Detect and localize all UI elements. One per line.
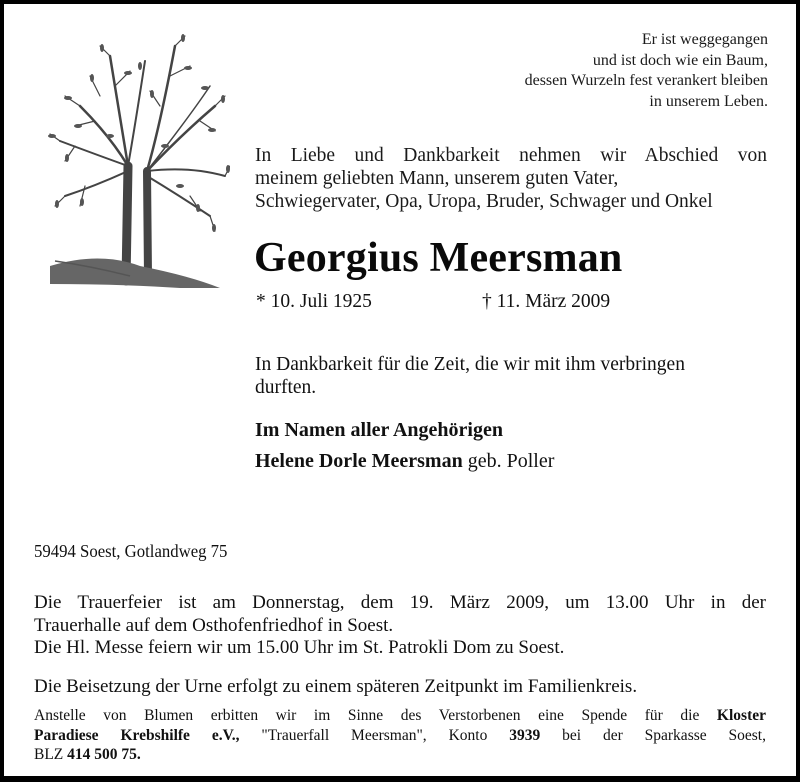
poem-line: dessen Wurzeln fest verankert bleiben bbox=[524, 72, 768, 89]
thanks-line: durften. bbox=[255, 377, 317, 398]
intro-text bbox=[255, 144, 767, 213]
tree-icon bbox=[40, 26, 230, 294]
bank-code: 414 500 75. bbox=[67, 746, 141, 763]
donation-text: BLZ bbox=[34, 746, 68, 763]
service-info bbox=[34, 592, 766, 660]
signer-name: Helene Dorle Meersman bbox=[255, 450, 463, 472]
poem-line: und ist doch wie ein Baum, bbox=[592, 51, 768, 69]
service-line: Trauerhalle auf dem Osthofenfriedhof in Soest. bbox=[34, 614, 394, 636]
account-number: 3939 bbox=[509, 726, 541, 744]
death-date: † 11. März 2009 bbox=[482, 291, 611, 312]
address: 59494 Soest, Gotlandweg 75 bbox=[34, 541, 228, 561]
charity-name: Paradiese Krebshilfe e.V., bbox=[34, 726, 240, 744]
donation-line-3 bbox=[34, 745, 766, 765]
donation-note bbox=[34, 706, 766, 765]
service-line: Die Trauerfeier ist am Donnerstag, dem 19. März 2009, um 13.00 Uhr in der bbox=[34, 592, 766, 613]
signer-maiden-name: geb. Poller bbox=[467, 450, 555, 472]
poem-line: in unserem Leben. bbox=[649, 92, 768, 110]
thanks-text bbox=[255, 353, 735, 399]
obituary-notice bbox=[4, 4, 796, 776]
thanks-line: In Dankbarkeit für die Zeit, die wir mit ihm verbringen bbox=[255, 354, 685, 375]
signer bbox=[255, 450, 554, 473]
intro-line: meinem geliebten Mann, unserem guten Vater, bbox=[255, 168, 619, 189]
donation-text: Anstelle von Blumen erbitten wir im Sinne des Verstorbenen eine Spende für die bbox=[34, 707, 700, 724]
intro-line: Schwiegervater, Opa, Uropa, Bruder, Schwager und Onkel bbox=[255, 191, 713, 212]
urn-burial-note: Die Beisetzung der Urne erfolgt zu einem späteren Zeitpunkt im Familienkreis. bbox=[34, 676, 638, 697]
donation-text: bei der Sparkasse Soest, bbox=[540, 726, 766, 744]
poem-line: Er ist weggegangen bbox=[641, 31, 768, 48]
deceased-name: Georgius Meersman bbox=[254, 235, 623, 281]
poem-quote bbox=[525, 30, 768, 112]
service-line: Die Hl. Messe feiern wir um 15.00 Uhr im St. Patrokli Dom zu Soest. bbox=[34, 637, 565, 658]
donation-text: "Trauerfall Meersman", Konto bbox=[239, 726, 510, 744]
charity-name: Kloster bbox=[716, 707, 766, 724]
donation-line-1 bbox=[34, 706, 766, 726]
intro-line: In Liebe und Dankbarkeit nehmen wir Abschied von bbox=[255, 145, 767, 166]
birth-date: * 10. Juli 1925 bbox=[256, 291, 372, 312]
donation-line-2 bbox=[34, 726, 766, 746]
family-heading: Im Namen aller Angehörigen bbox=[255, 419, 503, 441]
